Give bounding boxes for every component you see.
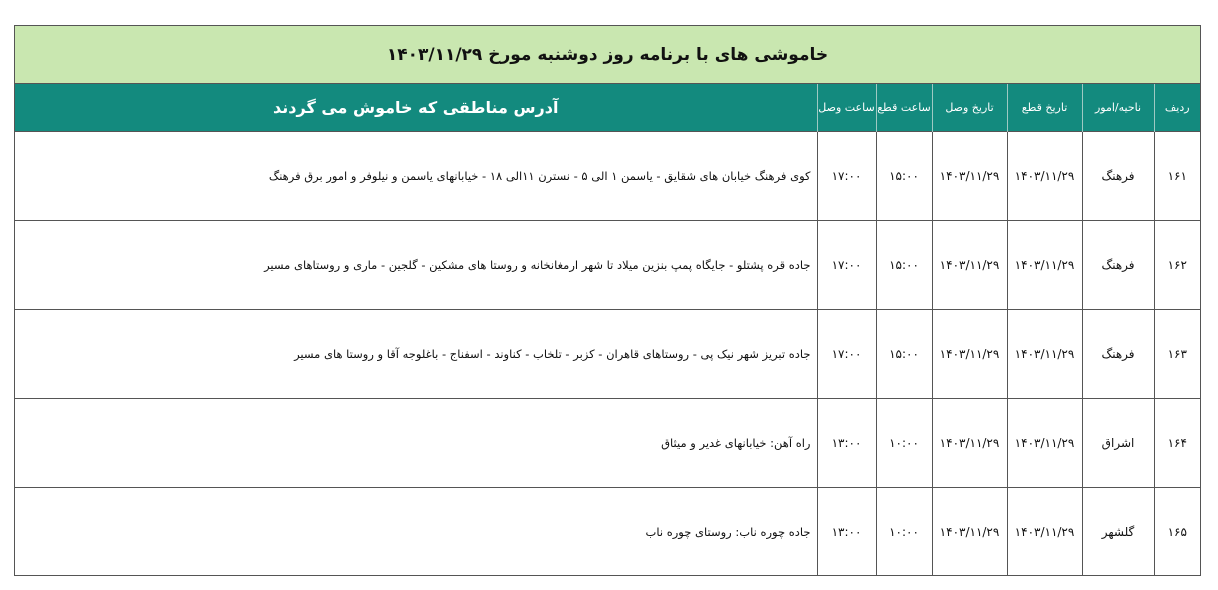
cell-connect-time: ۱۷:۰۰ (817, 132, 876, 221)
cell-connect-time: ۱۷:۰۰ (817, 310, 876, 399)
cell-area: فرهنگ (1082, 132, 1154, 221)
cell-area: گلشهر (1082, 488, 1154, 576)
cell-connect-date: ۱۴۰۳/۱۱/۲۹ (932, 399, 1007, 488)
cell-cut-date: ۱۴۰۳/۱۱/۲۹ (1007, 488, 1082, 576)
table-row (15, 488, 1200, 576)
cell-address: جاده تبریز شهر نیک پی - روستاهای قاهران - کزبر - تلخاب - کناوند - اسفناج - باغلوجه آقا و روستا های مسیر (15, 310, 817, 399)
cell-cut-time: ۱۵:۰۰ (876, 221, 932, 310)
cell-cut-time: ۱۰:۰۰ (876, 488, 932, 576)
cell-connect-date: ۱۴۰۳/۱۱/۲۹ (932, 488, 1007, 576)
cell-cut-time: ۱۵:۰۰ (876, 310, 932, 399)
table-row (15, 399, 1200, 488)
table-row (15, 132, 1200, 221)
cell-cut-date: ۱۴۰۳/۱۱/۲۹ (1007, 399, 1082, 488)
cell-address: جاده چوره ناب: روستای چوره ناب (15, 488, 817, 576)
cell-connect-date: ۱۴۰۳/۱۱/۲۹ (932, 132, 1007, 221)
cell-cut-time: ۱۰:۰۰ (876, 399, 932, 488)
cell-row-number: ۱۶۳ (1154, 310, 1200, 399)
cell-address: کوی فرهنگ خیابان های شقایق - یاسمن ۱ الی ۵ - نسترن ۱۱الی ۱۸ - خیابانهای یاسمن و نیلوفر و امور برق فرهنگ (15, 132, 817, 221)
cell-cut-date: ۱۴۰۳/۱۱/۲۹ (1007, 310, 1082, 399)
cell-connect-date: ۱۴۰۳/۱۱/۲۹ (932, 310, 1007, 399)
cell-address: راه آهن: خیابانهای غدیر و میثاق (15, 399, 817, 488)
table-row (15, 221, 1200, 310)
cell-connect-time: ۱۳:۰۰ (817, 488, 876, 576)
header-area: ناحیه/امور (1082, 84, 1154, 132)
cell-connect-date: ۱۴۰۳/۱۱/۲۹ (932, 221, 1007, 310)
cell-cut-time: ۱۵:۰۰ (876, 132, 932, 221)
cell-row-number: ۱۶۴ (1154, 399, 1200, 488)
cell-area: فرهنگ (1082, 221, 1154, 310)
outage-schedule-sheet (14, 25, 1201, 576)
cell-cut-date: ۱۴۰۳/۱۱/۲۹ (1007, 132, 1082, 221)
cell-row-number: ۱۶۲ (1154, 221, 1200, 310)
header-cut-date: تاریخ قطع (1007, 84, 1082, 132)
header-address: آدرس مناطقی که خاموش می گردند (15, 84, 817, 132)
cell-area: فرهنگ (1082, 310, 1154, 399)
cell-connect-time: ۱۷:۰۰ (817, 221, 876, 310)
header-row-number: ردیف (1154, 84, 1200, 132)
cell-row-number: ۱۶۵ (1154, 488, 1200, 576)
outage-table (15, 84, 1200, 575)
cell-area: اشراق (1082, 399, 1154, 488)
header-connect-time: ساعت وصل (817, 84, 876, 132)
cell-row-number: ۱۶۱ (1154, 132, 1200, 221)
table-row (15, 310, 1200, 399)
table-header-row (15, 84, 1200, 132)
cell-connect-time: ۱۳:۰۰ (817, 399, 876, 488)
cell-address: جاده قره پشتلو - جایگاه پمپ بنزین میلاد تا شهر ارمغانخانه و روستا های مشکین - گلجین - ماری و روستاهای مسیر (15, 221, 817, 310)
header-connect-date: تاریخ وصل (932, 84, 1007, 132)
header-cut-time: ساعت قطع (876, 84, 932, 132)
cell-cut-date: ۱۴۰۳/۱۱/۲۹ (1007, 221, 1082, 310)
page-title: خاموشی های با برنامه روز دوشنبه مورخ ۱۴۰۳/۱۱/۲۹ (15, 26, 1200, 84)
